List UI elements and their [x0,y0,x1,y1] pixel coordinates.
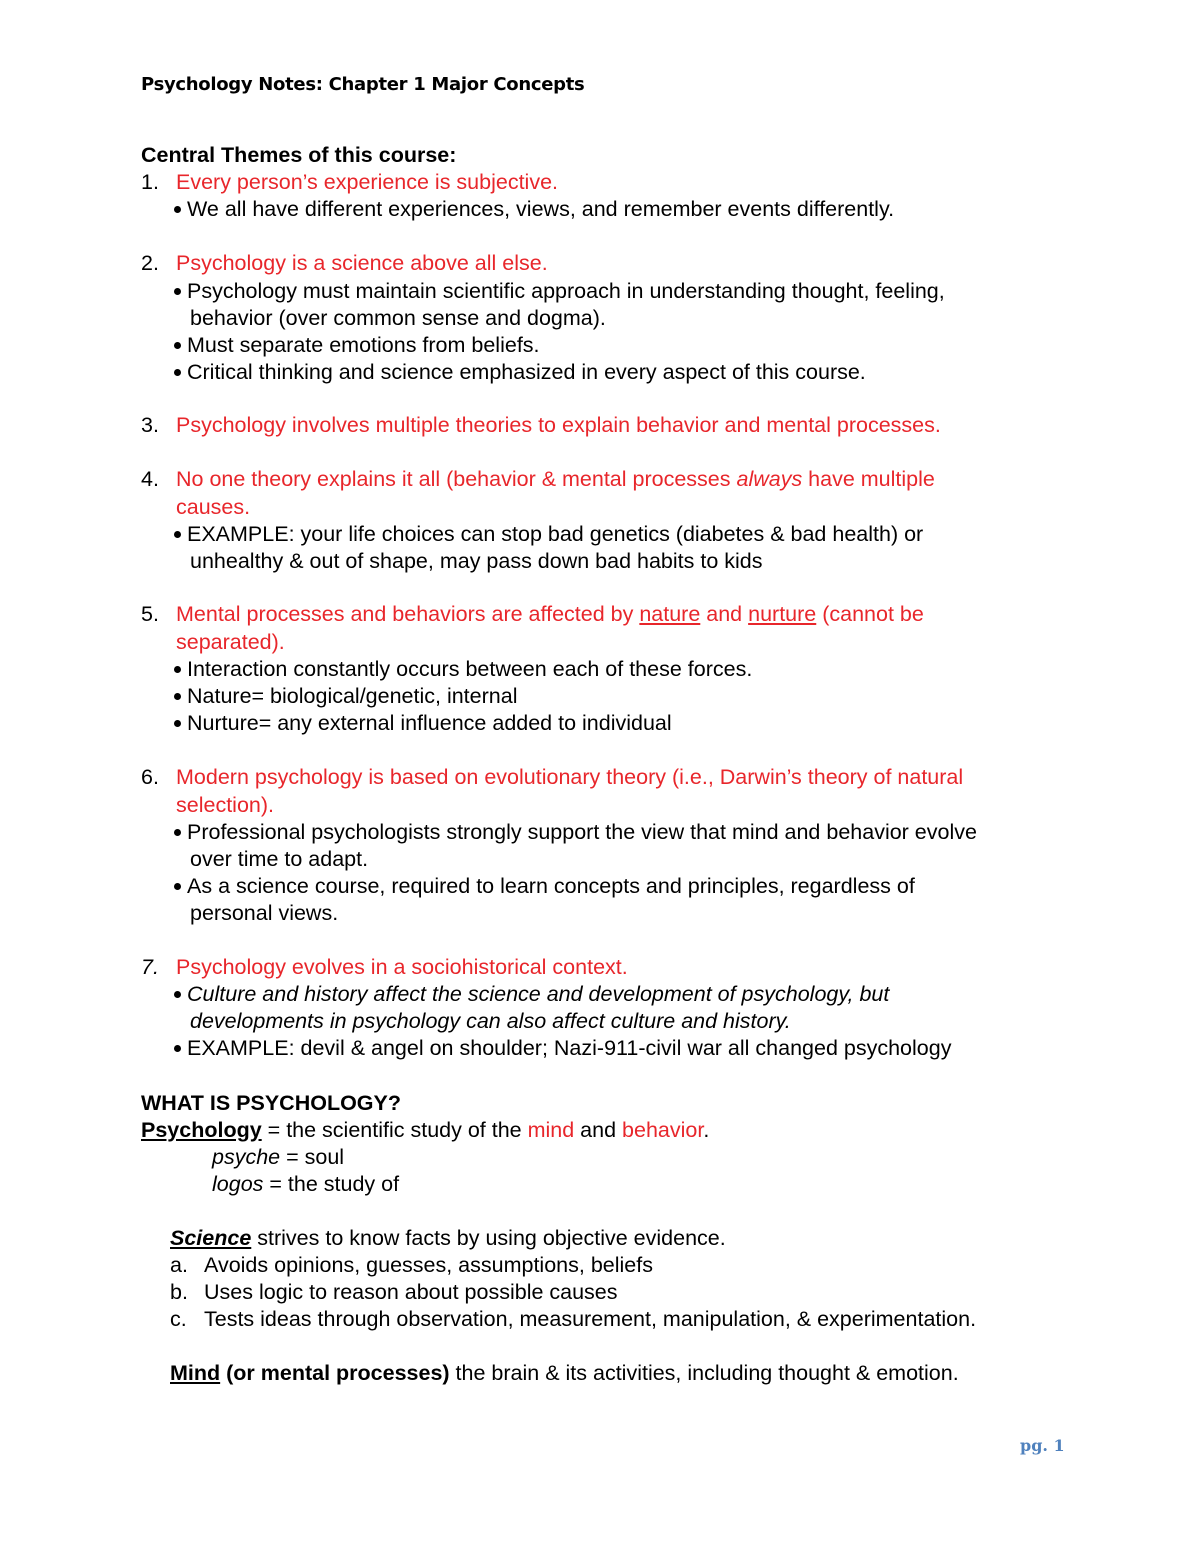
bullet-item: Critical thinking and science emphasized in every aspect of this course. [174,359,866,386]
theme-text: Psychology evolves in a sociohistorical context. [176,955,628,979]
emphasis-always: always [736,467,803,491]
theme-text-continuation: causes. [176,495,251,519]
psychology-definition: Psychology = the scientific study of the mind and behavior. [141,1118,710,1142]
bullet-item: Nurture= any external influence added to individual [174,710,672,737]
mind-term: Mind [170,1361,221,1385]
page-number: pg. 1 [1020,1436,1065,1455]
psychology-term: Psychology [141,1118,262,1142]
bullet-continuation: developments in psychology can also affect culture and history. [190,1009,791,1033]
theme-text-continuation: separated). [176,630,285,654]
theme-text-continuation: selection). [176,793,274,817]
bullet-item: Nature= biological/genetic, internal [174,683,517,710]
bullet-continuation: personal views. [190,901,339,925]
bullet-item: EXAMPLE: your life choices can stop bad genetics (diabetes & bad health) or [174,521,923,548]
list-item: Tests ideas through observation, measurement, manipulation, & experimentation. [204,1307,977,1331]
theme-text: Every person’s experience is subjective. [176,170,559,194]
page-title: Psychology Notes: Chapter 1 Major Concepts [141,74,585,95]
bullet-item: EXAMPLE: devil & angel on shoulder; Nazi-911-civil war all changed psychology [174,1035,951,1062]
bullet-continuation: over time to adapt. [190,847,369,871]
nature-term: nature [639,602,701,626]
bullet-item: Must separate emotions from beliefs. [174,332,540,359]
logos-definition: logos = the study of [212,1172,400,1196]
mind-definition: Mind (or mental processes) the brain & its activities, including thought & emotion. [170,1361,959,1385]
theme-number: 7. [141,955,159,979]
theme-text: Modern psychology is based on evolutionary theory (i.e., Darwin’s theory of natural [176,765,964,789]
theme-text: Mental processes and behaviors are affected by nature and nurture (cannot be [176,602,924,626]
theme-number: 4. [141,467,159,491]
list-item: Avoids opinions, guesses, assumptions, beliefs [204,1253,653,1277]
bullet-item: Culture and history affect the science and development of psychology, but [174,981,889,1008]
bullet-item: Professional psychologists strongly support the view that mind and behavior evolve [174,819,977,846]
themes-heading: Central Themes of this course: [141,143,457,167]
theme-number: 1. [141,170,159,194]
bullet-item: We all have different experiences, views, and remember events differently. [174,196,894,223]
nurture-term: nurture [748,602,817,626]
bullet-item: Psychology must maintain scientific approach in understanding thought, feeling, [174,278,945,305]
theme-number: 2. [141,251,159,275]
psyche-definition: psyche = soul [212,1145,345,1169]
bullet-item: Interaction constantly occurs between each of these forces. [174,656,752,683]
theme-text: No one theory explains it all (behavior & mental processes always have multiple [176,467,935,491]
theme-number: 5. [141,602,159,626]
list-letter: a. [170,1253,188,1277]
bullet-item: As a science course, required to learn concepts and principles, regardless of [174,873,915,900]
section-heading: WHAT IS PSYCHOLOGY? [141,1091,401,1115]
theme-text: Psychology involves multiple theories to explain behavior and mental processes. [176,413,941,437]
theme-text: Psychology is a science above all else. [176,251,548,275]
list-letter: c. [170,1307,187,1331]
bullet-continuation: behavior (over common sense and dogma). [190,306,606,330]
list-letter: b. [170,1280,188,1304]
list-item: Uses logic to reason about possible causes [204,1280,618,1304]
bullet-continuation: unhealthy & out of shape, may pass down bad habits to kids [190,549,763,573]
theme-number: 6. [141,765,159,789]
science-term: Science [170,1226,252,1250]
theme-number: 3. [141,413,159,437]
science-definition: Science strives to know facts by using objective evidence. [170,1226,726,1250]
